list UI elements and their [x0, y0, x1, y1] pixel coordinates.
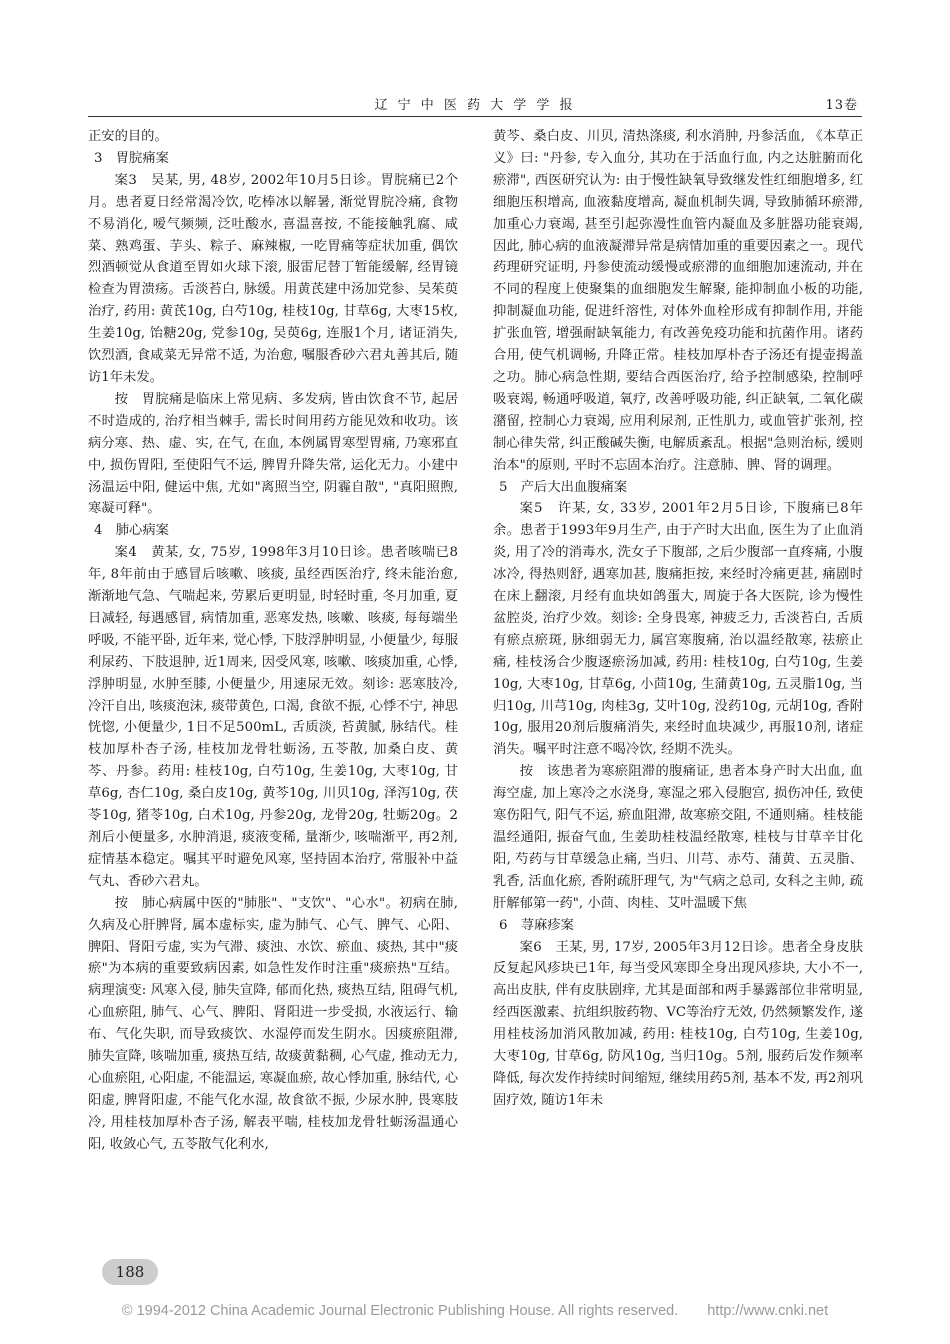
paragraph: 黄芩、桑白皮、川贝, 清热涤痰, 利水消肿, 丹参活血, 《本草正义》曰: "丹参, 专入血分, 其功在于活血行血, 内之达脏腑而化瘀滞", 西医研究认为: 由于慢性缺氧导致继发性红细胞增多, 红细胞压积增高, 血液黏度增高, 凝血机制失调, 导致肺循环瘀滞, 加重心力衰竭, 甚至引起弥漫性血管内凝血及多脏器功能衰竭, 因此, 肺心病的血液凝滞异常是病情加重的重要因素之一。现代药理研究证明, 丹参使流动缓慢或瘀滞的血细胞加速流动, 并在不同的程度上使聚集的血细胞发生解聚, 能抑制血小板的功能, 抑制凝血功能, 促进纤溶性, 对体外血栓形成有抑制作用, 并能扩张血管, 增强耐缺氧能力, 有改善免疫功能和抗菌作用。诸药合用, 使气机调畅, 升降正常。桂枝加厚朴杏子汤还有提壶揭盖之功。肺心病急性期, 要结合西医治疗, 给予控制感染, 控制呼吸衰竭, 畅通呼吸道, 氧疗, 改善呼吸功能, 纠正缺氧, 二氧化碳潴留, 控制心力衰竭, 应用利尿剂, 正性肌力, 或血管扩张剂, 控制心律失常, 纠正酸碱失衡, 电解质紊乱。根据"急则治标, 缓则治本"的原则, 平时不忘固本治疗。注意肺、脾、肾的调理。 [493, 129, 863, 473]
section-heading: 4 肺心病案 [94, 523, 169, 539]
case-paragraph: 案5 许某, 女, 33岁, 2001年2月5日诊, 下腹痛已8年余。患者于1993年9月生产, 由于产时大出血, 医生为了止血消炎, 用了冷的消毒水, 洗女子下腹部, 之后少腹部一直疼痛, 小腹冰冷, 得热则舒, 遇寒加甚, 腹痛拒按, 来经时冷痛更甚, 痛剧时在床上翻滚, 月经有血块如鸽蛋大, 周旋于各大医院, 诊为慢性盆腔炎, 治疗少效。刻诊: 全身畏寒, 神疲乏力, 舌淡苔白, 舌质有瘀点瘀斑, 脉细弱无力, 属宫寒腹痛, 治以温经散寒, 祛瘀止痛, 桂枝汤合少腹逐瘀汤加减, 药用: 桂枝10g, 白芍10g, 生姜10g, 大枣10g, 甘草6g, 小茴10g, 生蒲黄10g, 五灵脂10g, 当归10g, 川芎10g, 肉桂3g, 艾叶10g, 没药10g, 元胡10g, 香附10g, 服用20剂后腹痛消失, 来经时血块减少, 再服10剂, 诸症消失。嘱平时注意不喝冷饮, 经期不洗头。 [493, 501, 863, 758]
section-heading: 3 胃脘痛案 [94, 150, 169, 166]
volume-label: 13卷 [825, 98, 858, 113]
copyright-footer: © 1994-2012 China Academic Journal Electronic Publishing House. All rights reserved. http://www.cnki.net [121, 1303, 829, 1319]
left-column [88, 126, 458, 1156]
right-column [493, 126, 863, 1112]
section-heading: 5 产后大出血腹痛案 [499, 479, 628, 495]
paragraph: 正安的目的。 [88, 129, 168, 144]
commentary-paragraph: 按 肺心病属中医的"肺胀"、"支饮"、"心水"。初病在肺, 久病及心肝脾肾, 属本虚标实, 虚为肺气、心气、脾气、心阳、脾阳、肾阳亏虚, 实为气滞、痰浊、水饮、瘀血、痰热, 其中"痰瘀"为本病的重要致病因素, 如急性发作时注重"痰瘀热"互结。病理演变: 风寒入侵, 肺失宣降, 郁而化热, 痰热互结, 阻碍气机, 心血瘀阻, 肺气、心气、脾阳、肾阳进一步受损, 水液运行、输布、气化失职, 而导致痰饮、水湿停而发生阴水。因痰瘀阻滞, 肺失宣降, 咳喘加重, 痰热互结, 故痰黄黏稠, 心气虚, 推动无力, 心血瘀阻, 心阳虚, 不能温运, 寒凝血瘀, 故心悸加重, 脉结代, 心阳虚, 脾肾阳虚, 不能气化水湿, 故食欲不振, 少尿水肿, 畏寒肢冷, 用桂枝加厚朴杏子汤, 解表平喘, 桂枝加龙骨牡蛎汤温通心阳, 收敛心气, 五苓散气化利水, [88, 895, 458, 1152]
running-header [88, 92, 862, 117]
case-paragraph: 案4 黄某, 女, 75岁, 1998年3月10日诊。患者咳喘已8年, 8年前由于感冒后咳嗽、咳痰, 虽经西医治疗, 终未能治愈, 渐渐地气急、气喘起来, 劳累后更明显, 时轻时重, 冬月加重, 夏日减轻, 每遇感冒, 病情加重, 恶寒发热, 咳嗽、咳痰, 每每端坐呼吸, 不能平卧, 近年来, 觉心悸, 下肢浮肿明显, 小便量少, 每服利尿药、下肢退肿, 近1周来, 因受风寒, 咳嗽、咳痰加重, 心悸, 浮肿明显, 水肿至膝, 小便量少, 用速尿无效。刻诊: 恶寒肢冷, 冷汗自出, 咳痰泡沫, 痰带黄色, 口渴, 食欲不振, 心悸不宁, 神思恍惚, 小便量少, 1日不足500mL, 舌质淡, 苔黄腻, 脉结代。桂枝加厚朴杏子汤, 桂枝加龙骨牡蛎汤, 五苓散, 加桑白皮、黄芩、丹参。药用: 桂枝10g, 白芍10g, 生姜10g, 大枣10g, 甘草6g, 杏仁10g, 桑白皮10g, 黄芩10g, 川贝10g, 泽泻10g, 茯苓10g, 猪苓10g, 白术10g, 丹参20g, 龙骨20g, 牡蛎20g。2剂后小便量多, 水肿消退, 痰液变稀, 量渐少, 咳喘渐平, 再2剂, 症情基本稳定。嘱其平时避免风寒, 坚持固本治疗, 常服补中益气丸、香砂六君丸。 [88, 545, 458, 889]
journal-title: 辽 宁 中 医 药 大 学 学 报 [374, 98, 576, 113]
section-heading: 6 荨麻疹案 [499, 917, 574, 933]
commentary-paragraph: 按 胃脘痛是临床上常见病、多发病, 皆由饮食不节, 起居不时造成的, 治疗相当棘手, 需长时间用药方能见效和收功。该病分寒、热、虚、实, 在气, 在血, 本例属胃寒型胃痛, 乃寒邪直中, 损伤胃阳, 至使阳气不运, 脾胃升降失常, 运化无力。小建中汤温运中阳, 健运中焦, 尤如"离照当空, 阴霾自散", "真阳照煦, 寒凝可释"。 [88, 391, 458, 517]
page-number: 188 [102, 1259, 158, 1285]
case-paragraph: 案3 吴某, 男, 48岁, 2002年10月5日诊。胃脘痛已2个月。患者夏日经常渴冷饮, 吃棒冰以解暑, 渐觉胃脘冷痛, 食物不易消化, 嗳气频频, 泛吐酸水, 喜温喜按, 不能接触乳腐、咸菜、熟鸡蛋、芋头、粽子、麻辣椒, 一吃胃痛等症状加重, 偶饮烈酒顿觉从食道至胃如火球下滚, 服雷尼替丁暂能缓解, 经胃镜检查为胃溃疡。舌淡苔白, 脉缓。用黄芪建中汤加党参、吴茱萸治疗, 药用: 黄芪10g, 白芍10g, 桂枝10g, 甘草6g, 大枣15枚, 生姜10g, 饴糖20g, 党参10g, 吴萸6g, 连服1个月, 诸证消失, 饮烈酒, 食咸菜无异常不适, 为治愈, 嘱服香砂六君丸善其后, 随访1年未发。 [88, 172, 458, 385]
case-paragraph: 案6 王某, 男, 17岁, 2005年3月12日诊。患者全身皮肤反复起风疹块已1年, 每当受风寒即全身出现风疹块, 大小不一, 高出皮肤, 伴有皮肤剧痒, 尤其是面部和两手暴露部位非常明显, 经西医激素、抗组织胺药物、VC等治疗无效, 仍然频繁发作, 遂用桂枝汤加消风散加减, 药用: 桂枝10g, 白芍10g, 生姜10g, 大枣10g, 甘草6g, 防风10g, 当归10g。5剂, 服药后发作频率降低, 每次发作持续时间缩短, 继续用药5剂, 基本不发, 再2剂巩固疗效, 随访1年未 [493, 939, 863, 1108]
commentary-paragraph: 按 该患者为寒瘀阻滞的腹痛证, 患者本身产时大出血, 血海空虚, 加上寒冷之水浇身, 寒湿之邪入侵胞宫, 损伤冲任, 致使寒伤阳气, 阳气不运, 瘀血阻滞, 故寒瘀交阻, 不通则痛。桂枝能温经通阳, 振奋气血, 生姜助桂枝温经散寒, 桂枝与甘草辛甘化阳, 芍药与甘草缓急止痛, 当归、川芎、赤芍、蒲黄、五灵脂、乳香, 活血化瘀, 香附疏肝理气, 为"气病之总司, 女科之主帅, 疏肝解郁第一药", 小茴、肉桂、艾叶温暖下焦 [493, 764, 863, 911]
